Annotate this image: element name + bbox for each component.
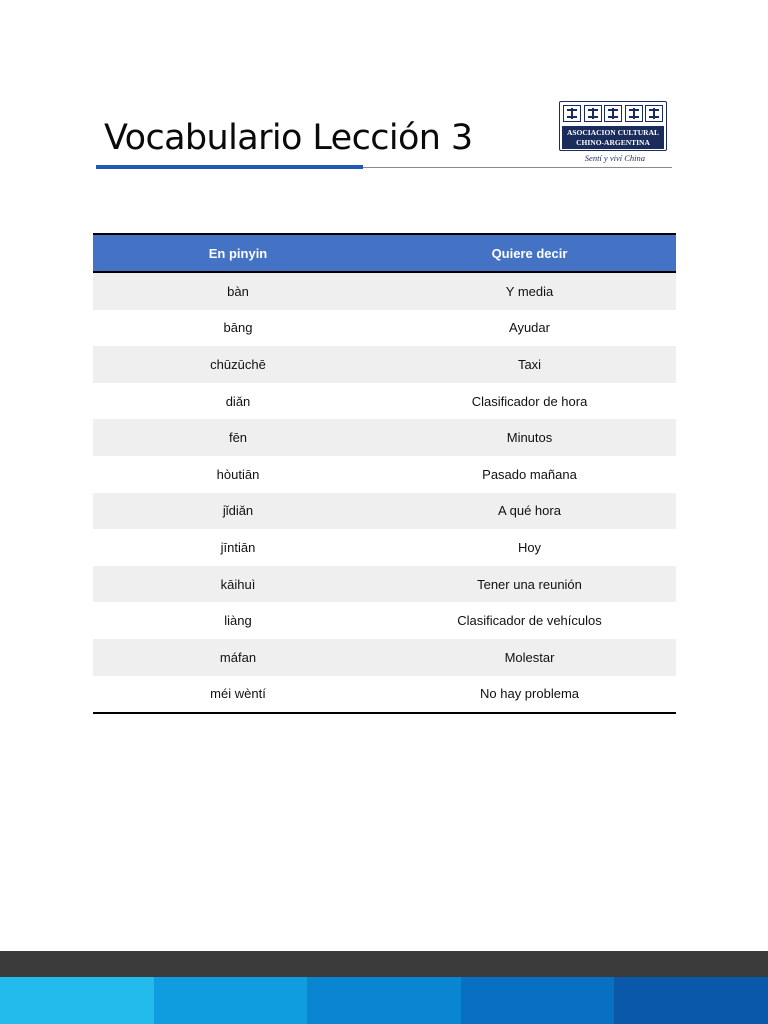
pinyin-cell: méi wèntí [93,676,383,714]
table-row [93,310,676,347]
logo-character-icon [563,105,581,122]
table-header-row [93,234,676,272]
meaning-cell: Clasificador de vehículos [457,613,602,629]
logo-name-line2: CHINO-ARGENTINA [576,138,650,147]
meaning-cell: Clasificador de hora [471,393,588,409]
footer-stripe [307,977,461,1024]
footer-stripe [461,977,615,1024]
table-row [93,676,676,714]
logo-character-icon [625,105,643,122]
footer-stripe [0,977,154,1024]
column-header-pinyin: En pinyin [93,234,383,272]
pinyin-cell: fēn [228,430,248,446]
table-row [93,346,676,383]
meaning-cell: Pasado mañana [482,466,577,482]
meaning-cell: A qué hora [498,503,561,519]
pinyin-cell: diǎn [225,393,251,409]
meaning-cell: Taxi [517,356,542,372]
column-header-meaning: Quiere decir [383,234,676,272]
footer-color-stripes [0,977,768,1024]
pinyin-cell: jǐdiǎn [222,503,254,519]
table-row [93,419,676,456]
logo-tagline: Sentí y viví China [584,153,645,163]
table-row [93,566,676,603]
page-title: Vocabulario Lección 3 [104,118,473,158]
pinyin-cell: chūzūchē [210,356,266,372]
table-row [93,639,676,676]
meaning-cell: Minutos [506,430,553,446]
table-row [93,456,676,493]
logo-character-icon [584,105,602,122]
table-row [93,529,676,566]
logo-frame [559,101,667,151]
table-row [93,602,676,639]
footer-stripe [614,977,768,1024]
logo-character-icon [645,105,663,122]
logo-name-line1: ASOCIACION CULTURAL [566,128,660,137]
pinyin-cell: liàng [224,613,252,629]
pinyin-cell: jīntiān [220,539,256,555]
pinyin-cell: bàn [227,283,249,299]
footer-dark-band [0,951,768,977]
table-row [93,493,676,530]
meaning-cell: Molestar [504,649,555,665]
meaning-cell: No hay problema [383,676,676,714]
table-row [93,383,676,420]
logo-chinese-characters [563,105,663,124]
table-row [93,272,676,310]
meaning-cell: Ayudar [509,320,550,336]
meaning-cell: Y media [505,283,554,299]
pinyin-cell: hòutiān [216,466,260,482]
pinyin-cell: máfan [219,649,257,665]
logo-name-band [562,126,664,149]
vocabulary-table [93,233,676,714]
meaning-cell: Hoy [517,539,542,555]
pinyin-cell: bāng [223,320,253,336]
pinyin-cell: kāihuì [220,576,256,592]
footer-stripe [154,977,308,1024]
logo-character-icon [604,105,622,122]
meaning-cell: Tener una reunión [477,576,582,592]
title-accent-bar [96,165,363,169]
organization-logo [559,101,669,166]
